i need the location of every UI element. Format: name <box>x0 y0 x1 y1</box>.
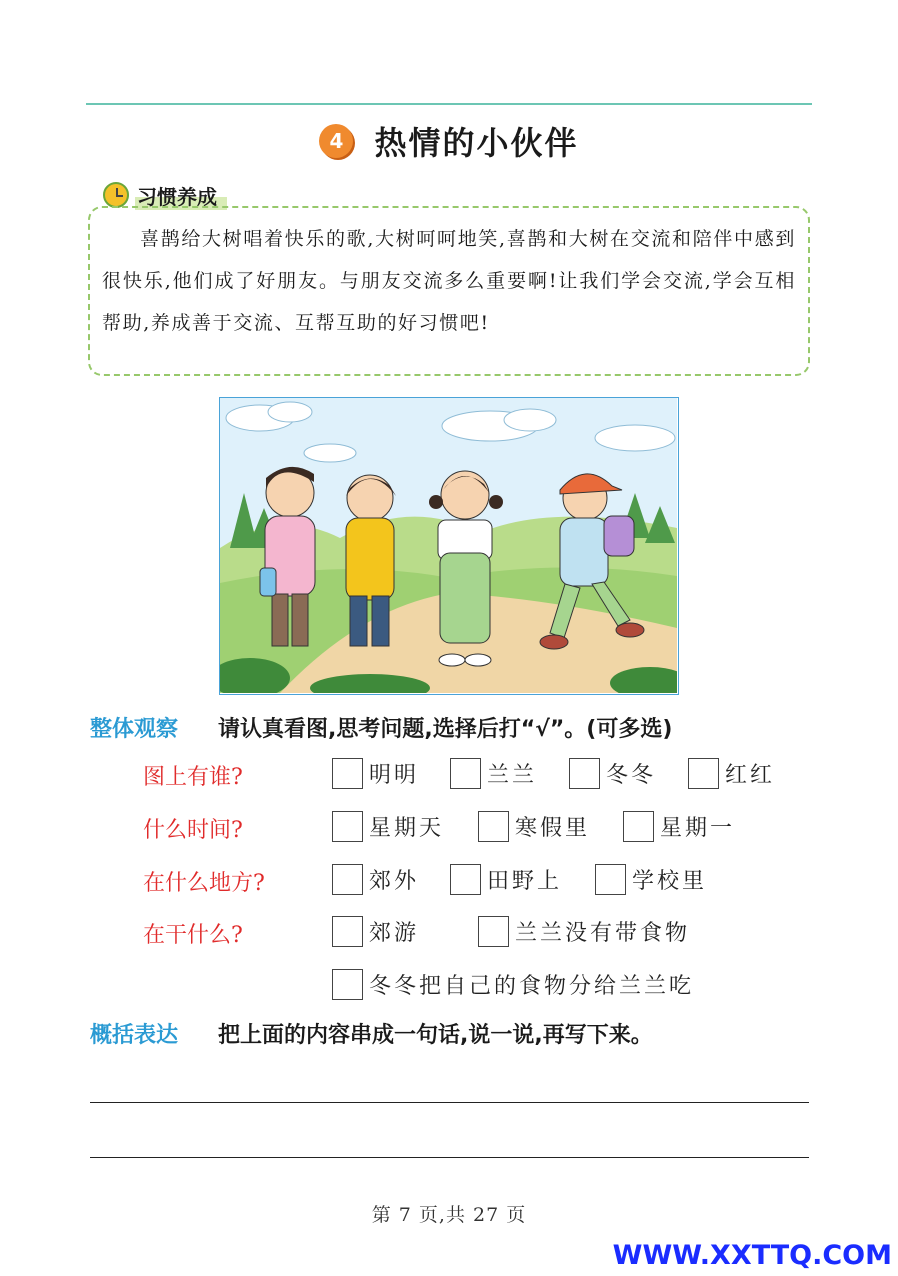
option-share-food[interactable]: 冬冬把自己的食物分给兰兰吃 <box>332 969 694 1000</box>
habit-box <box>88 206 810 376</box>
question-who: 图上有谁? <box>143 765 243 790</box>
checkbox[interactable] <box>332 864 363 895</box>
checkbox[interactable] <box>478 916 509 947</box>
page-number: 第 7 页,共 27 页 <box>371 1204 527 1226</box>
question-what: 在干什么? <box>143 923 243 948</box>
option-mingming[interactable]: 明明 <box>332 758 419 789</box>
checkbox[interactable] <box>623 811 654 842</box>
question-where: 在什么地方? <box>143 871 265 896</box>
top-rule <box>86 103 812 105</box>
habit-text: 喜鹊给大树唱着快乐的歌,大树呵呵地笑,喜鹊和大树在交流和陪伴中感到很快乐,他们成了好朋友。与朋友交流多么重要啊!让我们学会交流,学会互相帮助,养成善于交流、互帮互助的好习惯吧! <box>102 228 796 334</box>
watermark: WWW.XXTTQ.COM <box>612 1240 892 1271</box>
illustration-children-outing <box>219 397 679 695</box>
lesson-title-row <box>0 118 898 164</box>
question-when: 什么时间? <box>143 818 243 843</box>
checkbox[interactable] <box>688 758 719 789</box>
observe-label: 整体观察 <box>90 717 179 742</box>
option-fields[interactable]: 田野上 <box>450 864 562 895</box>
option-dongdong[interactable]: 冬冬 <box>569 758 656 789</box>
option-winter-break[interactable]: 寒假里 <box>478 811 590 842</box>
lesson-title: 热情的小伙伴 <box>374 124 579 162</box>
checkbox[interactable] <box>332 758 363 789</box>
option-lanlan[interactable]: 兰兰 <box>450 758 537 789</box>
habit-heading-label: 习惯养成 <box>135 181 227 210</box>
checkbox[interactable] <box>569 758 600 789</box>
checkbox[interactable] <box>478 811 509 842</box>
option-no-food[interactable]: 兰兰没有带食物 <box>478 916 690 947</box>
checkbox[interactable] <box>595 864 626 895</box>
option-suburbs[interactable]: 郊外 <box>332 864 419 895</box>
summary-instruction: 把上面的内容串成一句话,说一说,再写下来。 <box>218 1023 653 1048</box>
checkbox[interactable] <box>332 811 363 842</box>
checkbox[interactable] <box>450 864 481 895</box>
observe-instruction: 请认真看图,思考问题,选择后打“√”。(可多选) <box>218 717 673 742</box>
option-monday[interactable]: 星期一 <box>623 811 735 842</box>
summary-label: 概括表达 <box>90 1023 179 1048</box>
option-outing[interactable]: 郊游 <box>332 916 419 947</box>
option-honghong[interactable]: 红红 <box>688 758 775 789</box>
option-sunday[interactable]: 星期天 <box>332 811 444 842</box>
option-school[interactable]: 学校里 <box>595 864 707 895</box>
alarm-clock-icon <box>103 182 129 208</box>
checkbox[interactable] <box>450 758 481 789</box>
writing-line[interactable] <box>90 1102 809 1103</box>
lesson-number-badge: 4 <box>319 124 353 158</box>
checkbox[interactable] <box>332 916 363 947</box>
checkbox[interactable] <box>332 969 363 1000</box>
writing-line[interactable] <box>90 1157 809 1158</box>
